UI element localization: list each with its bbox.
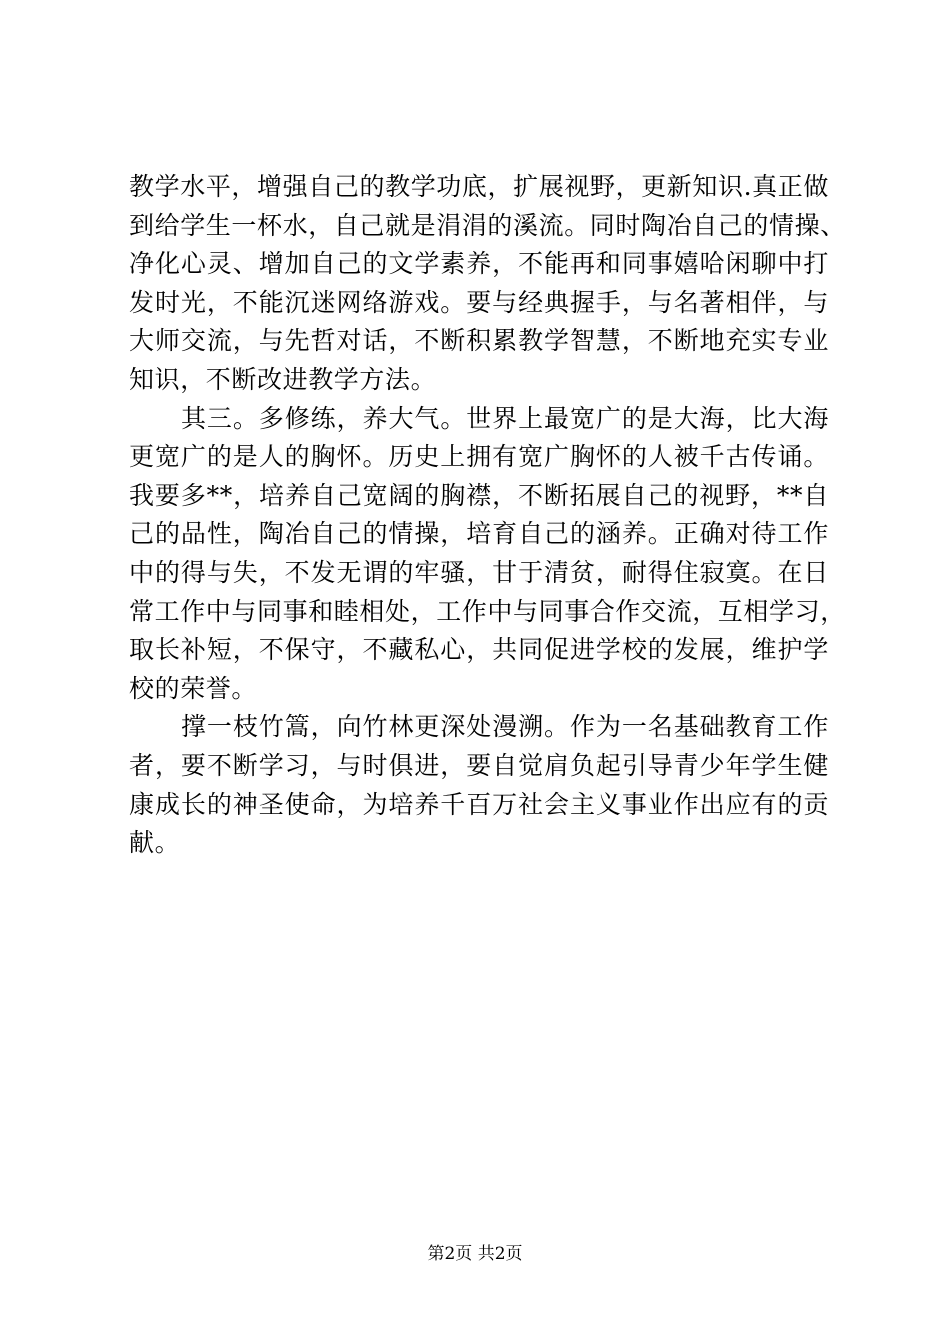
text-line: 净化心灵、增加自己的文学素养，不能再和同事嬉哈闲聊中打 [129, 249, 829, 279]
text-line: 大师交流，与先哲对话，不断积累教学智慧，不断地充实专业 [129, 326, 829, 356]
text-line: 我要多**，培养自己宽阔的胸襟，不断拓展自己的视野，**自 [129, 480, 829, 510]
text-line: 其三。多修练，养大气。世界上最宽广的是大海，比大海 [181, 403, 829, 433]
text-line: 者，要不断学习，与时俱进，要自觉肩负起引导青少年学生健 [129, 750, 829, 780]
page-footer: 第2页 共2页 [427, 1244, 523, 1264]
text-line: 取长补短，不保守，不藏私心，共同促进学校的发展，维护学 [129, 635, 829, 665]
text-line: 常工作中与同事和睦相处，工作中与同事合作交流，互相学习， [129, 596, 846, 626]
text-line: 康成长的神圣使命，为培养千百万社会主义事业作出应有的贡 [129, 789, 829, 819]
text-line: 更宽广的是人的胸怀。历史上拥有宽广胸怀的人被千古传诵。 [129, 442, 829, 472]
text-line: 到给学生一杯水，自己就是涓涓的溪流。同时陶冶自己的情操、 [129, 210, 846, 240]
text-line: 知识，不断改进教学方法。 [129, 364, 437, 394]
document-body [129, 168, 846, 863]
text-line: 己的品性，陶冶自己的情操，培育自己的涵养。正确对待工作 [129, 519, 829, 549]
text-line: 校的荣誉。 [129, 673, 258, 703]
text-line: 献。 [129, 828, 181, 858]
text-line: 教学水平，增强自己的教学功底，扩展视野，更新知识.真正做 [129, 172, 829, 201]
text-line: 发时光，不能沉迷网络游戏。要与经典握手，与名著相伴，与 [129, 287, 829, 317]
text-line: 中的得与失，不发无谓的牢骚，甘于清贫，耐得住寂寞。在日 [129, 557, 829, 587]
text-line: 撑一枝竹篙，向竹林更深处漫溯。作为一名基础教育工作 [181, 712, 829, 742]
